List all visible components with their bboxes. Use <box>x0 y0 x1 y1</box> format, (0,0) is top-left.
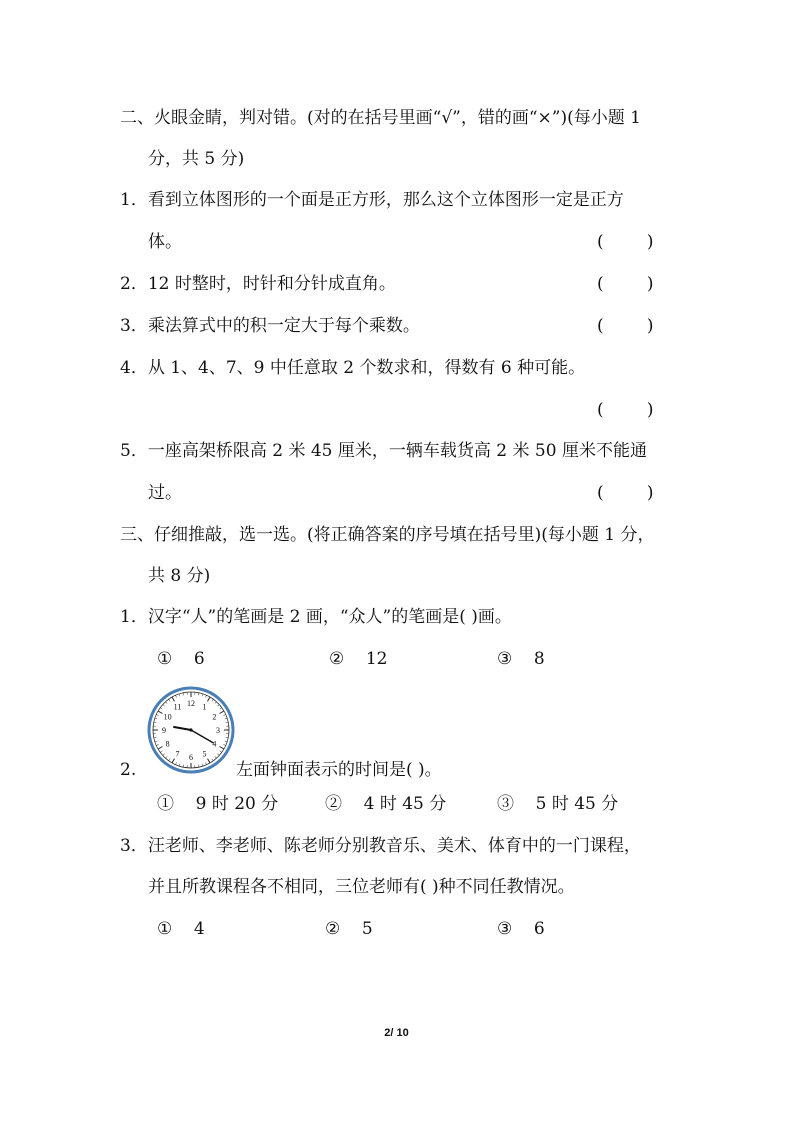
clock-number: 12 <box>187 699 195 708</box>
clock-center <box>189 728 192 731</box>
s2-question-2: 2．12 时整时，时针和分针成直角。 <box>120 274 396 294</box>
s2-question-1-cont: 体。 <box>148 232 182 252</box>
s3-q2-option-1[interactable]: ① 9 时 20 分 <box>157 794 279 814</box>
s2-answer-2[interactable]: ( ) <box>597 274 654 294</box>
clock-number: 4 <box>212 739 217 749</box>
section3-heading-cont: 共 8 分) <box>148 566 211 586</box>
s3-q3-option-3[interactable]: ③ 6 <box>497 919 545 939</box>
section2-heading: 二、火眼金睛，判对错。(对的在括号里画“√”，错的画“×”)(每小题 1 <box>120 108 641 128</box>
s3-q3-option-2[interactable]: ② 5 <box>325 919 373 939</box>
page-number: 2/ 10 <box>384 1027 409 1039</box>
clock-number: 6 <box>189 753 193 762</box>
s3-q2-option-2[interactable]: ② 4 时 45 分 <box>325 794 447 814</box>
s2-question-5-cont: 过。 <box>148 483 182 503</box>
s3-question-2: 左面钟面表示的时间是( )。 <box>236 760 442 780</box>
clock-number: 11 <box>173 702 182 712</box>
s3-question-1: 1．汉字“人”的笔画是 2 画，“众人”的笔画是( )画。 <box>120 607 512 627</box>
clock-face-image <box>146 685 236 775</box>
s2-answer-1[interactable]: ( ) <box>597 232 654 252</box>
clock-number: 7 <box>175 749 180 759</box>
s2-answer-3[interactable]: ( ) <box>597 316 654 336</box>
s2-question-3: 3．乘法算式中的积一定大于每个乘数。 <box>120 316 420 336</box>
s2-question-5: 5．一座高架桥限高 2 米 45 厘米，一辆车载货高 2 米 50 厘米不能通 <box>120 441 647 461</box>
s3-q1-option-2[interactable]: ② 12 <box>329 649 388 669</box>
section2-heading-cont: 分，共 5 分) <box>148 149 245 169</box>
s2-question-1: 1．看到立体图形的一个面是正方形，那么这个立体图形一定是正方 <box>120 190 624 210</box>
clock-number: 2 <box>212 712 217 722</box>
s3-question-3-cont: 并且所教课程各不相同，三位老师有( )种不同任教情况。 <box>148 877 575 897</box>
s3-q3-option-1[interactable]: ① 4 <box>157 919 205 939</box>
s3-question-3: 3．汪老师、李老师、陈老师分别教音乐、美术、体育中的一门课程， <box>120 836 641 856</box>
s2-answer-4[interactable]: ( ) <box>597 400 654 420</box>
section3-heading: 三、仔细推敲，选一选。(将正确答案的序号填在括号里)(每小题 1 分， <box>120 525 655 545</box>
s3-q2-option-3[interactable]: ③ 5 时 45 分 <box>497 794 619 814</box>
s3-q1-option-1[interactable]: ① 6 <box>157 649 205 669</box>
clock-number: 10 <box>163 712 172 722</box>
clock-number: 9 <box>162 726 166 735</box>
s3-q1-option-3[interactable]: ③ 8 <box>497 649 545 669</box>
clock-number: 3 <box>216 726 220 735</box>
clock-number: 5 <box>202 749 207 759</box>
s3-question-2-number: 2. <box>120 760 137 780</box>
clock-number: 8 <box>165 739 170 749</box>
s2-answer-5[interactable]: ( ) <box>597 483 654 503</box>
s2-question-4: 4．从 1、4、7、9 中任意取 2 个数求和，得数有 6 种可能。 <box>120 358 586 378</box>
clock-number: 1 <box>202 702 207 712</box>
